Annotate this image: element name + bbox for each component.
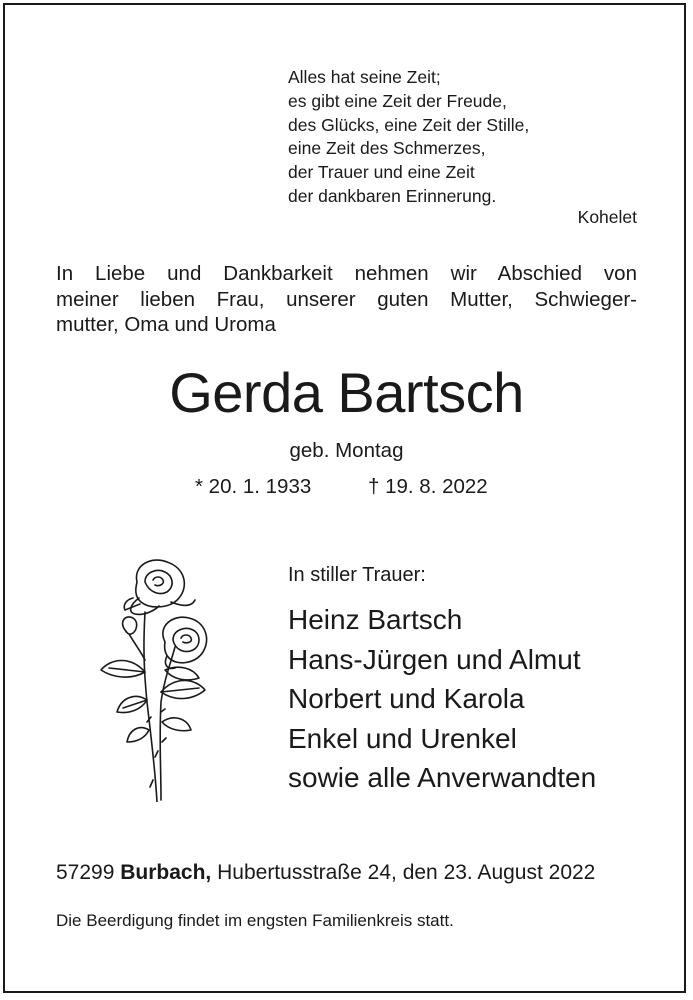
maiden-name: geb. Montag — [289, 439, 404, 462]
intro-line: meiner lieben Frau, unserer guten Mutter, Schwieger- — [56, 287, 637, 311]
poem-line: der Trauer und eine Zeit — [288, 162, 475, 183]
mourning-label: In stiller Trauer: — [288, 564, 426, 586]
intro-text — [56, 261, 637, 338]
poem-source: Kohelet — [577, 207, 637, 227]
mourner-name: Hans-Jürgen und Almut — [288, 643, 581, 675]
poem-line: der dankbaren Erinnerung. — [288, 185, 497, 206]
poem-line: eine Zeit des Schmerzes, — [288, 138, 486, 159]
mourner-name: Norbert und Karola — [288, 683, 525, 714]
address-city: Burbach, — [120, 861, 212, 884]
birth-date: * 20. 1. 1933 — [195, 475, 312, 498]
mourner-name: Heinz Bartsch — [288, 604, 463, 635]
address-line — [56, 861, 595, 885]
poem-line: Alles hat seine Zeit; — [288, 67, 441, 87]
deceased-name: Gerda Bartsch — [169, 361, 524, 424]
poem-line: des Glücks, eine Zeit der Stille, — [288, 114, 530, 135]
death-date: † 19. 8. 2022 — [368, 475, 488, 498]
poem — [288, 66, 638, 209]
poem-line: es gibt eine Zeit der Freude, — [288, 90, 507, 111]
intro-line: mutter, Oma und Uroma — [56, 313, 276, 336]
funeral-note: Die Beerdigung findet im engsten Familienkreis statt. — [56, 911, 454, 930]
mourners-list — [288, 600, 596, 798]
address-street-date: Hubertusstraße 24, den 23. August 2022 — [217, 861, 596, 884]
intro-line: In Liebe und Dankbarkeit nehmen wir Abschied von — [56, 262, 637, 285]
mourner-name: Enkel und Urenkel — [288, 722, 517, 754]
mourner-name: sowie alle Anverwandten — [288, 762, 597, 793]
address-zip: 57299 — [56, 861, 115, 884]
rose-illustration-icon — [95, 552, 220, 802]
